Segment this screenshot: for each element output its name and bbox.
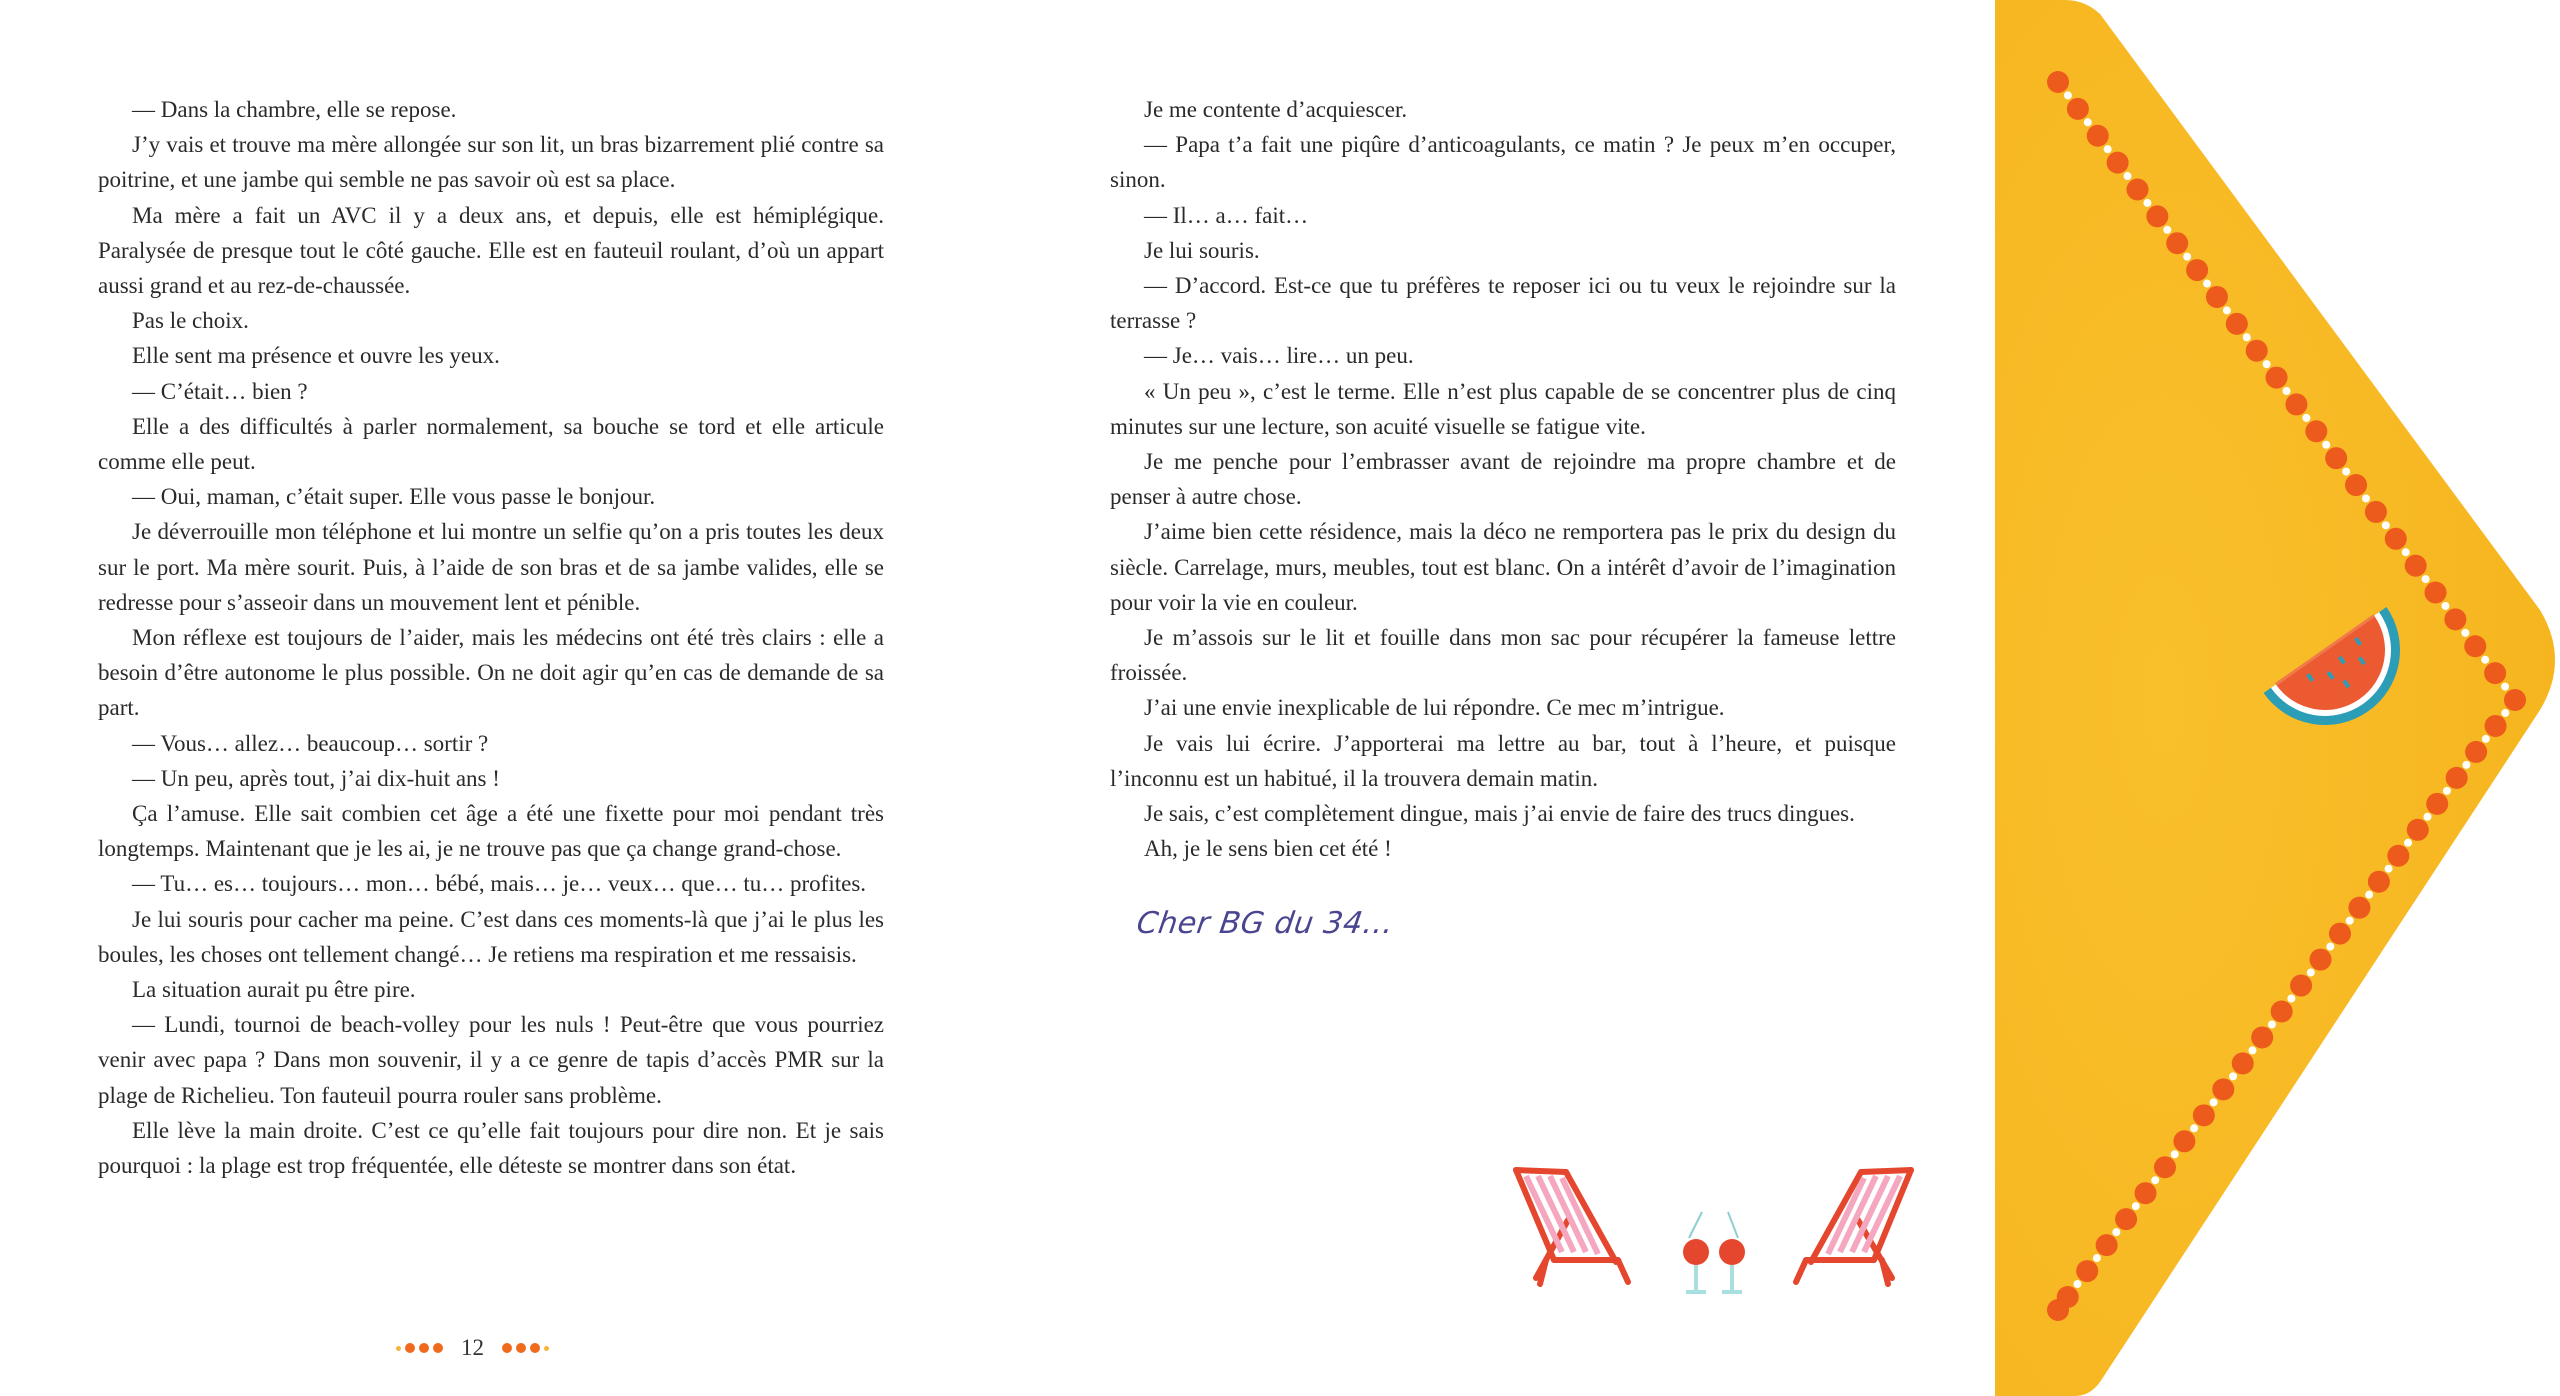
folio-dot [419, 1343, 429, 1353]
paragraph: — Un peu, après tout, j’ai dix-huit ans ! [132, 765, 500, 791]
border-dot [2248, 1046, 2256, 1054]
border-dot [2146, 205, 2168, 227]
border-dot [2115, 1208, 2137, 1230]
paragraph: Ah, je le sens bien cet été ! [1144, 836, 1392, 862]
border-dot [2464, 635, 2486, 657]
border-dot [2186, 259, 2208, 281]
paragraph: — Oui, maman, c’était super. Elle vous passe le bonjour. [132, 484, 656, 510]
border-dot [2266, 367, 2288, 389]
paragraph: La situation aurait pu être pire. [132, 977, 416, 1003]
border-dot [2302, 414, 2310, 422]
border-dot [2501, 709, 2509, 717]
paragraph: J’ai une envie inexplicable de lui répondre. Ce mec m’intrigue. [1144, 695, 1725, 721]
border-dot [2047, 71, 2069, 93]
border-dot [2481, 656, 2489, 664]
border-dot [2143, 199, 2151, 207]
folio-dot [405, 1343, 415, 1353]
border-dot [2243, 333, 2251, 341]
handwritten-letter-opening: Cher BG du 34… [1134, 906, 1396, 941]
border-dot [2223, 306, 2231, 314]
folio-dot [544, 1346, 549, 1351]
border-dot [2212, 1078, 2234, 1100]
border-dot [2345, 474, 2367, 496]
paragraph: « Un peu », c’est le terme. Elle n’est plus capable de se concentrer plus de cinq minutes sur une lecture, son acuité visuelle se fatigue vite. [1110, 378, 1896, 439]
paragraph: Je me penche pour l’embrasser avant de rejoindre ma propre chambre et de penser à autre chose. [1110, 449, 1896, 510]
paragraph: — Il… a… fait… [1144, 202, 1309, 228]
border-dot [2402, 548, 2410, 556]
border-dot [2365, 501, 2387, 523]
border-dot [2465, 741, 2487, 763]
cocktail-glasses-icon [1683, 1212, 1745, 1292]
paragraph: Je m’assois sur le lit et fouille dans mon sac pour récupérer la fameuse lettre froissée. [1110, 625, 1896, 686]
paragraph: Je sais, c’est complètement dingue, mais j’ai envie de faire des trucs dingues. [1144, 801, 1855, 827]
paragraph: Je lui souris pour cacher ma peine. C’est dans ces moments-là que j’ai le plus les boules, les choses ont tellement changé… Je retiens ma respiration et me ressaisis. [98, 906, 884, 967]
border-dot [2132, 1202, 2140, 1210]
border-dot [2461, 629, 2469, 637]
border-dot [2310, 949, 2332, 971]
border-dot [2283, 387, 2291, 395]
border-dot [2348, 897, 2370, 919]
paragraph: Ma mère a fait un AVC il y a deux ans, et depuis, elle est hémiplégique. Paralysée de presque tout le côté gauche. Elle est en fauteuil roulant, d’où un appart aussi grand et au rez-de-chaussée. [98, 202, 884, 299]
border-dot [2096, 1234, 2118, 1256]
border-dot [2076, 1260, 2098, 1282]
border-dot [2342, 468, 2350, 476]
border-dot [2112, 1228, 2120, 1236]
border-dot [2405, 555, 2427, 577]
border-dot [2183, 253, 2191, 261]
border-dot [2462, 761, 2470, 769]
border-dot [2305, 420, 2327, 442]
border-dot [2501, 683, 2509, 691]
border-dot [2382, 521, 2390, 529]
border-dot [2190, 1124, 2198, 1132]
border-dot [2482, 735, 2490, 743]
border-dot [2307, 969, 2315, 977]
border-dot [2423, 813, 2431, 821]
folio-dot [530, 1343, 540, 1353]
paragraph: Elle lève la main droite. C’est ce qu’elle fait toujours pour dire non. Et je sais pourquoi : la plage est trop fréquentée, elle déteste se montrer dans son état. [98, 1117, 884, 1179]
left-page-text [98, 92, 884, 1183]
paragraph: Ça l’amuse. Elle sait combien cet âge a été une fixette pour moi pendant très longtemps. Maintenant que je les ai, je ne trouve pas que ça change grand-chose. [98, 801, 884, 862]
border-dot [2426, 793, 2448, 815]
border-dot [2210, 1098, 2218, 1106]
paragraph: J’y vais et trouve ma mère allongée sur son lit, un bras bizarrement plié contre sa poitrine, et une jambe qui semble ne pas savoir où est sa place. [98, 132, 884, 193]
paragraph: Pas le choix. [132, 308, 249, 334]
border-dot [2385, 865, 2393, 873]
border-dot [2322, 441, 2330, 449]
border-dot [2047, 1299, 2069, 1321]
paragraph: — Je… vais… lire… un peu. [1144, 343, 1414, 369]
border-dot [2064, 91, 2072, 99]
paragraph: — Dans la chambre, elle se repose. [132, 97, 457, 122]
border-dot [2206, 286, 2228, 308]
border-dot [2173, 1130, 2195, 1152]
border-dot [2287, 995, 2295, 1003]
border-dot [2232, 1052, 2254, 1074]
border-dot [2368, 871, 2390, 893]
folio-dot [396, 1346, 401, 1351]
paragraph: — Tu… es… toujours… mon… bébé, mais… je… veux… que… tu… profites. [132, 871, 867, 897]
border-dot [2365, 891, 2373, 899]
border-dot [2422, 575, 2430, 583]
border-dot [2404, 839, 2412, 847]
paragraph: Je déverrouille mon téléphone et lui montre un selfie qu’on a pris toutes les deux sur le port. Ma mère sourit. Puis, à l’aide de son bras et de sa jambe valides, elle se redresse pour s’asseoir dans un mouvement lent et pénible. [98, 519, 884, 615]
border-dot [2446, 767, 2468, 789]
paragraph: Mon réflexe est toujours de l’aider, mais les médecins ont été très clairs : elle a besoin d’être autonome le plus possible. On ne doit agir qu’en cas de demande de sa part. [98, 625, 884, 721]
right-page-text [1110, 92, 1896, 866]
border-dot [2126, 178, 2148, 200]
border-dot [2504, 689, 2526, 711]
border-dot [2107, 152, 2129, 174]
border-dot [2485, 715, 2507, 737]
border-dot [2329, 923, 2351, 945]
paragraph: — C’était… bien ? [132, 378, 308, 404]
paragraph: Je lui souris. [1144, 237, 1260, 263]
border-dot [2362, 494, 2370, 502]
paragraph: Elle a des difficultés à parler normalement, sa bouche se tord et elle articule comme elle peut. [98, 413, 884, 475]
border-dot [2154, 1156, 2176, 1178]
border-dot [2135, 1182, 2157, 1204]
border-dot [2246, 340, 2268, 362]
border-dot [2325, 447, 2347, 469]
paragraph: Je vais lui écrire. J’apporterai ma lettre au bar, tout à l’heure, et puisque l’inconnu est un habitué, il la trouvera demain matin. [1110, 730, 1896, 791]
envelope-flap-decoration [1995, 0, 2560, 1396]
paragraph: — Vous… allez… beaucoup… sortir ? [132, 730, 489, 756]
border-dot [2285, 393, 2307, 415]
border-dot [2268, 1020, 2276, 1028]
border-dot [2385, 528, 2407, 550]
border-dot [2193, 1104, 2215, 1126]
border-dot [2124, 172, 2132, 180]
border-dot [2087, 125, 2109, 147]
paragraph: — D’accord. Est-ce que tu préfères te reposer ici ou tu veux le rejoindre sur la terrasse ? [1110, 273, 1896, 334]
border-dot [2084, 118, 2092, 126]
border-dot [2326, 943, 2334, 951]
border-dot [2290, 975, 2312, 997]
border-dot [2067, 98, 2089, 120]
paragraph: — Papa t’a fait une piqûre d’anticoagulants, ce matin ? Je peux m’en occuper, sinon. [1110, 132, 1896, 193]
border-dot [2407, 819, 2429, 841]
border-dot [2163, 226, 2171, 234]
border-dot [2104, 145, 2112, 153]
folio-dot [502, 1343, 512, 1353]
border-dot [2441, 602, 2449, 610]
border-dot [2251, 1026, 2273, 1048]
border-dot [2226, 313, 2248, 335]
border-dot [2444, 608, 2466, 630]
folio-dot [516, 1343, 526, 1353]
border-dot [2166, 232, 2188, 254]
border-dot [2484, 662, 2506, 684]
border-dot [2346, 917, 2354, 925]
border-dot [2151, 1176, 2159, 1184]
paragraph: — Lundi, tournoi de beach-volley pour les nuls ! Peut-être que vous pourriez venir avec papa ? Dans mon souvenir, il y a ce genre de tapis d’accès PMR sur la plage de Richelieu. Ton fauteuil pourra rouler sans problème. [98, 1012, 884, 1108]
page-number: 12 [461, 1335, 484, 1360]
border-dot [2203, 280, 2211, 288]
paragraph: Je me contente d’acquiescer. [1144, 97, 1408, 122]
deck-chairs-illustration [1506, 1160, 1926, 1310]
border-dot [2387, 845, 2409, 867]
folio-dot [433, 1343, 443, 1353]
border-dot [2229, 1072, 2237, 1080]
paragraph: Elle sent ma présence et ouvre les yeux. [132, 343, 500, 369]
border-dot [2263, 360, 2271, 368]
border-dot [2073, 1280, 2081, 1288]
border-dot [2171, 1150, 2179, 1158]
paragraph: J’aime bien cette résidence, mais la déco ne remportera pas le prix du design du siècle. Carrelage, murs, meubles, tout est blanc. On a intérêt d’avoir de l’imagination pour voir la vie en couleur. [1110, 519, 1896, 615]
border-dot [2093, 1254, 2101, 1262]
border-dot [2443, 787, 2451, 795]
page-folio [396, 1333, 549, 1363]
border-dot [2425, 582, 2447, 604]
border-dot [2271, 1000, 2293, 1022]
